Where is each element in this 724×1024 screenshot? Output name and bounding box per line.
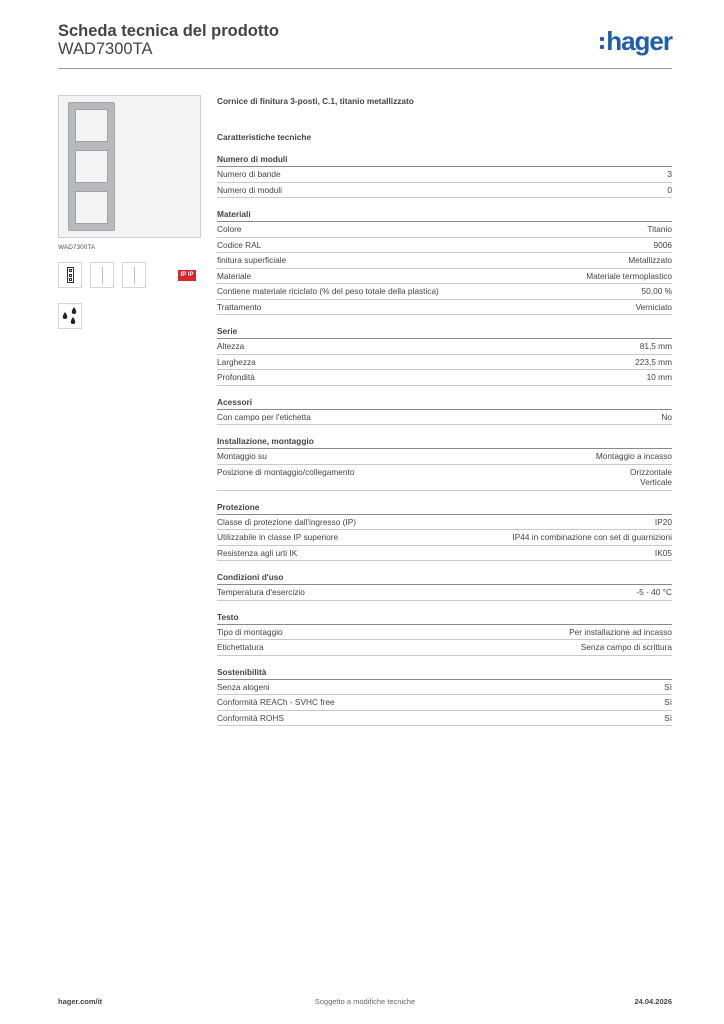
spec-label: Contiene materiale riciclato (% del peso totale della plastica) — [217, 286, 439, 296]
spec-row — [217, 370, 672, 386]
product-image — [58, 95, 201, 238]
spec-group-title: Serie — [217, 326, 672, 339]
spec-row — [217, 269, 672, 285]
spec-group — [217, 326, 672, 386]
water-drops-icon — [58, 303, 82, 329]
product-description: Cornice di finitura 3-posti, C.1, titanio metallizzato — [217, 96, 414, 106]
spec-group-title: Sostenibilità — [217, 667, 672, 680]
spec-label: Classe di protezione dall'ingresso (IP) — [217, 516, 357, 527]
image-caption: WAD7300TA — [58, 244, 96, 251]
spec-group — [217, 397, 672, 426]
spec-row — [217, 625, 672, 641]
spec-content — [217, 96, 672, 737]
logo-text: hager — [606, 25, 672, 56]
spec-group-title: Materiali — [217, 209, 672, 222]
spec-row — [217, 680, 672, 696]
spec-label: Numero di moduli — [217, 184, 283, 195]
spec-group — [217, 572, 672, 601]
spec-row — [217, 449, 672, 465]
spec-label: Altezza — [217, 341, 245, 351]
spec-row — [217, 253, 672, 269]
spec-value: 81,5 mm — [639, 341, 672, 351]
spec-value: IP44 in combinazione con set di guarnizioni — [512, 532, 672, 542]
footer-note: Soggetto a modifiche tecniche — [314, 997, 416, 1006]
spec-row — [217, 695, 672, 711]
spec-value: Materiale termoplastico — [586, 270, 672, 281]
frame-mini-icon — [58, 262, 82, 288]
vertical-line-icon-2 — [122, 262, 146, 288]
spec-row — [217, 640, 672, 656]
spec-value: 3 — [667, 169, 672, 179]
spec-label: Trattamento — [217, 301, 262, 312]
spec-row — [217, 546, 672, 562]
footer-date: 24.04.2026 — [634, 997, 672, 1006]
logo-dots-icon — [600, 37, 604, 49]
spec-group-title: Numero di moduli — [217, 154, 672, 167]
spec-group-title: Condizioni d'uso — [217, 572, 672, 585]
spec-label: finitura superficiale — [217, 255, 287, 265]
vertical-line-icon — [90, 262, 114, 288]
spec-row — [217, 339, 672, 355]
spec-groups — [217, 154, 672, 726]
spec-row — [217, 167, 672, 183]
spec-label: Tipo di montaggio — [217, 626, 283, 637]
spec-label: Materiale — [217, 270, 252, 281]
spec-label: Etichettatura — [217, 642, 264, 652]
spec-value: Sì — [664, 697, 672, 707]
spec-label: Conformità ROHS — [217, 712, 284, 723]
spec-value: Sì — [664, 681, 672, 692]
spec-label: Numero di bande — [217, 169, 281, 179]
spec-value: IK05 — [654, 547, 672, 558]
spec-label: Senza alogeni — [217, 681, 270, 692]
spec-row — [217, 183, 672, 199]
spec-value: 10 mm — [646, 372, 672, 382]
page-header — [58, 22, 672, 69]
spec-value: 50,00 % — [641, 286, 672, 296]
spec-label: Montaggio su — [217, 451, 267, 461]
hager-logo — [600, 26, 672, 56]
spec-group — [217, 154, 672, 198]
spec-value: Orizzontale Verticale — [630, 466, 672, 487]
spec-value: 223,5 mm — [635, 356, 672, 367]
spec-value: No — [661, 411, 672, 422]
spec-group-title: Protezione — [217, 502, 672, 515]
spec-label: Temperatura d'esercizio — [217, 587, 305, 597]
spec-group-title: Testo — [217, 612, 672, 625]
document-title: Scheda tecnica del prodotto — [58, 22, 279, 40]
spec-label: Resistenza agli urti IK — [217, 547, 298, 558]
spec-group — [217, 612, 672, 656]
spec-label: Utilizzabile in classe IP superiore — [217, 532, 339, 542]
spec-value: Sì — [664, 712, 672, 723]
spec-value: 0 — [667, 184, 672, 195]
footer-website: hager.com/it — [58, 997, 103, 1006]
spec-group — [217, 436, 672, 491]
frame-3-posti-icon — [68, 102, 115, 231]
spec-value: Per installazione ad incasso — [569, 626, 672, 637]
spec-row — [217, 515, 672, 531]
spec-group — [217, 502, 672, 562]
spec-value: Montaggio a incasso — [595, 451, 672, 461]
spec-label: Con campo per l'etichetta — [217, 411, 311, 422]
spec-value: -5 - 40 °C — [636, 587, 672, 597]
spec-label: Conformità REACh - SVHC free — [217, 697, 335, 707]
spec-value: IP20 — [654, 516, 672, 527]
spec-row — [217, 530, 672, 546]
spec-label: Posizione di montaggio/collegamento — [217, 466, 355, 477]
spec-group — [217, 667, 672, 727]
spec-label: Codice RAL — [217, 239, 262, 250]
spec-group-title: Acessori — [217, 397, 672, 410]
spec-row — [217, 585, 672, 601]
spec-row — [217, 711, 672, 727]
spec-group — [217, 209, 672, 315]
spec-value: Titanio — [647, 224, 672, 234]
spec-label: Colore — [217, 224, 242, 234]
spec-value: Metallizzato — [628, 255, 672, 265]
product-code: WAD7300TA — [58, 40, 153, 58]
spec-row — [217, 222, 672, 238]
ip-badge-icon: IP IP — [178, 270, 196, 281]
spec-value: 9006 — [653, 239, 672, 250]
spec-row — [217, 300, 672, 316]
spec-group-title: Installazione, montaggio — [217, 436, 672, 449]
spec-row — [217, 465, 672, 491]
spec-row — [217, 410, 672, 426]
spec-value: Verniciato — [635, 301, 672, 312]
spec-row — [217, 284, 672, 300]
feature-icons — [58, 262, 146, 288]
spec-row — [217, 238, 672, 254]
spec-heading: Caratteristiche tecniche — [217, 132, 312, 142]
spec-label: Profondità — [217, 372, 255, 382]
spec-row — [217, 355, 672, 371]
spec-value: Senza campo di scrittura — [580, 642, 672, 652]
spec-label: Larghezza — [217, 356, 256, 367]
